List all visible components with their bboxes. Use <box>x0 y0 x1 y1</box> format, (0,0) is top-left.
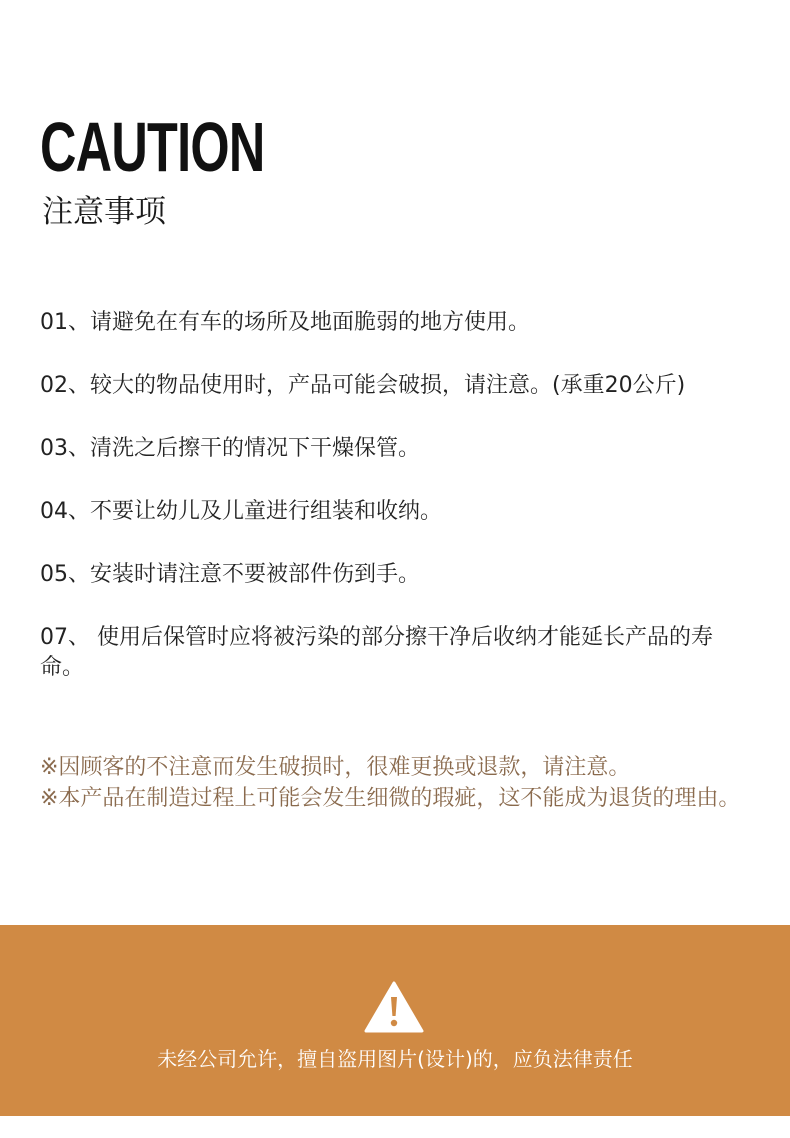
notice-defect: ※本产品在制造过程上可能会发生细微的瑕疵，这不能成为退货的理由。 <box>40 786 741 811</box>
caution-item-01: 01、请避免在有车的场所及地面脆弱的地方使用。 <box>40 310 530 335</box>
caution-item-07: 07、 使用后保管时应将被污染的部分擦干净后收纳才能延长产品的寿命。 <box>40 625 713 680</box>
page-title: CAUTION <box>40 108 265 186</box>
notice-block <box>40 752 785 814</box>
caution-item-03: 03、清洗之后擦干的情况下干燥保管。 <box>40 436 420 461</box>
caution-item-04: 04、不要让幼儿及儿童进行组装和收纳。 <box>40 499 442 524</box>
notice-damage: ※因顾客的不注意而发生破损时，很难更换或退款，请注意。 <box>40 755 631 780</box>
copyright-notice: 未经公司允许，擅自盗用图片(设计)的，应负法律责任 <box>157 1047 633 1071</box>
copyright-footer <box>0 925 790 1116</box>
caution-item-05: 05、安装时请注意不要被部件伤到手。 <box>40 562 420 587</box>
page-subtitle: 注意事项 <box>42 194 166 230</box>
caution-list <box>40 308 740 716</box>
warning-triangle-icon <box>364 981 424 1033</box>
caution-item-02: 02、较大的物品使用时，产品可能会破损，请注意。(承重20公斤) <box>40 373 686 398</box>
